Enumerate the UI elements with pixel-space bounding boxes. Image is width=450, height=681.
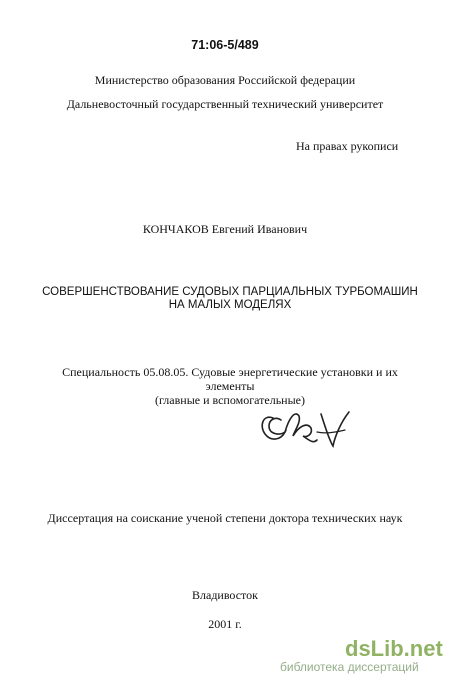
- university-line: Дальневосточный государственный технический университет: [66, 97, 384, 111]
- watermark-tagline: библиотека диссертаций: [280, 660, 419, 674]
- ministry-line: Министерство образования Российской федерации: [94, 73, 356, 87]
- specialty-line-2: (главные и вспомогательные): [154, 393, 305, 407]
- city: Владивосток: [192, 588, 258, 602]
- author-name: КОНЧАКОВ Евгений Иванович: [142, 222, 308, 236]
- manuscript-rights-note: На правах рукописи: [296, 139, 399, 153]
- document-code: 71:06-5/489: [191, 38, 259, 52]
- specialty-line-1: Специальность 05.08.05. Судовые энергетические установки и их элементы: [62, 365, 398, 393]
- handwritten-signature: [255, 396, 365, 456]
- watermark-brand: dsLib.net: [345, 636, 443, 661]
- dissertation-title: СОВЕРШЕНСТВОВАНИЕ СУДОВЫХ ПАРЦИАЛЬНЫХ ТУРБОМАШИН НА МАЛЫХ МОДЕЛЯХ: [42, 286, 418, 311]
- year: 2001 г.: [208, 617, 242, 631]
- dissertation-degree-line: Диссертация на соискание ученой степени доктора технических наук: [47, 511, 403, 525]
